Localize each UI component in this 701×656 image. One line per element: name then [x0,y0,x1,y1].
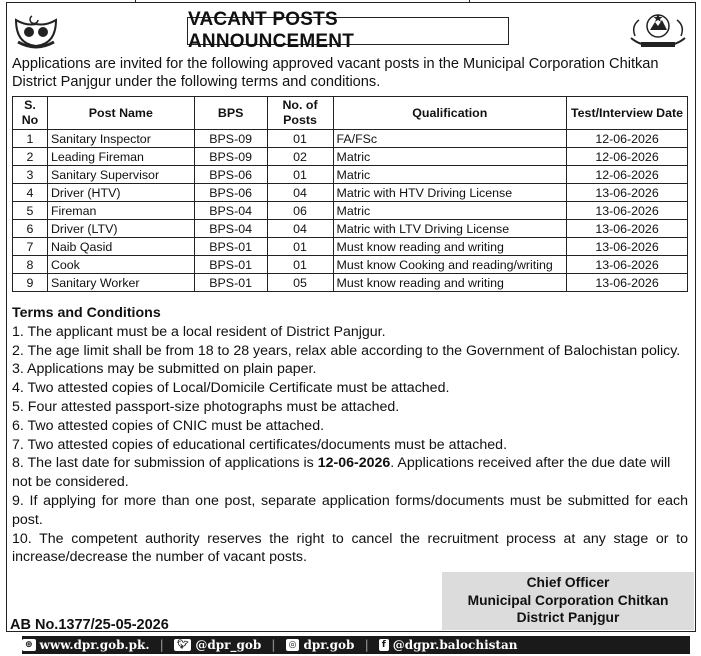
qual-cell: Must know Cooking and reading/writing [333,256,567,274]
date-cell: 12-06-2026 [567,130,688,148]
col-sno-header: S. No [13,97,48,130]
sno-cell: 4 [13,184,48,202]
num-cell: 01 [267,238,333,256]
post-cell: Cook [47,256,194,274]
table-row [13,130,688,148]
footer-web-link[interactable]: www.dpr.gob.pk. [39,638,150,652]
footer-web [22,638,150,652]
bps-cell: BPS-01 [194,274,267,292]
footer-separator: | [159,638,164,652]
emblem-left-icon [12,14,60,50]
sno-cell: 3 [13,166,48,184]
signature-block [442,572,694,630]
footer-instagram [286,638,355,652]
term-item-8-pre: 8. The last date for submission of applications is [12,455,318,472]
qual-cell: Must know reading and writing [333,238,567,256]
officer-title: Chief Officer [526,575,610,590]
table-row [13,238,688,256]
table-row [13,274,688,292]
num-cell: 01 [267,166,333,184]
intro-text: Applications are invited for the following approved vacant posts in the Municipal Corporation Chitkan District Panjgur under the following terms and conditions. [12,56,659,90]
qual-cell: Matric [333,148,567,166]
twitter-icon: 🐦︎ [174,639,191,651]
num-cell: 04 [267,184,333,202]
date-cell: 12-06-2026 [567,166,688,184]
qual-cell: Matric with LTV Driving License [333,220,567,238]
vacancy-table [12,96,688,292]
date-cell: 13-06-2026 [567,238,688,256]
last-date: 12-06-2026 [317,455,391,472]
post-cell: Fireman [47,202,194,220]
footer-twitter-link[interactable]: @dpr_gob [195,638,262,652]
table-row [13,184,688,202]
sno-cell: 6 [13,220,48,238]
emblem-right-icon [627,12,689,52]
footer-twitter [174,638,261,652]
col-post-header: Post Name [47,97,194,130]
num-cell: 01 [267,130,333,148]
post-cell: Sanitary Inspector [47,130,194,148]
col-date-header: Test/Interview Date [567,97,688,130]
top-connector [135,0,470,3]
qual-cell: FA/FSc [333,130,567,148]
num-cell: 02 [267,148,333,166]
footer-instagram-link[interactable]: dpr.gob [303,638,355,652]
bps-cell: BPS-01 [194,256,267,274]
qual-cell: Matric [333,166,567,184]
term-item: 7. Two attested copies of educational certificates/documents must be attached. [12,436,508,453]
bps-cell: BPS-04 [194,202,267,220]
term-item-8-post: . Applications received after the due date will not be considered. [12,455,671,491]
date-cell: 13-06-2026 [567,274,688,292]
facebook-icon: f [379,639,389,651]
term-item: 2. The age limit shall be from 18 to 28 years, relax able according to the Government of Balochistan policy. [12,342,681,359]
post-cell: Leading Fireman [47,148,194,166]
term-item-last-date [12,454,688,492]
bps-cell: BPS-04 [194,220,267,238]
col-num-header: No. of Posts [267,97,333,130]
sno-cell: 2 [13,148,48,166]
term-item: 1. The applicant must be a local resident of District Panjgur. [12,323,386,340]
footer-facebook [379,638,518,652]
num-cell: 06 [267,202,333,220]
date-cell: 12-06-2026 [567,148,688,166]
col-bps-header: BPS [194,97,267,130]
term-item: 6. Two attested copies of CNIC must be attached. [12,417,325,434]
footer-facebook-link[interactable]: @dgpr.balochistan [392,638,518,652]
term-item: 5. Four attested passport-size photographs must be attached. [12,398,400,415]
table-row [13,202,688,220]
term-item: 9. If applying for more than one post, separate application forms/documents must be submitted for each post. [12,492,688,528]
ab-number: AB No.1377/25-05-2026 [10,617,169,633]
globe-icon: ⊕ [22,639,36,651]
post-cell: Driver (LTV) [47,220,194,238]
sno-cell: 8 [13,256,48,274]
num-cell: 01 [267,256,333,274]
date-cell: 13-06-2026 [567,184,688,202]
officer-district: District Panjgur [516,610,620,625]
footer-separator: | [364,638,369,652]
bps-cell: BPS-01 [194,238,267,256]
bps-cell: BPS-09 [194,148,267,166]
sno-cell: 9 [13,274,48,292]
page-title: VACANT POSTS ANNOUNCEMENT [188,9,355,52]
term-item: 3. Applications may be submitted on plain paper. [12,361,317,378]
post-cell: Sanitary Supervisor [47,166,194,184]
sno-cell: 1 [13,130,48,148]
table-row [13,148,688,166]
footer-separator: | [271,638,276,652]
qual-cell: Matric with HTV Driving License [333,184,567,202]
bps-cell: BPS-06 [194,166,267,184]
instagram-icon: ◎ [286,639,300,651]
title-box [187,9,509,52]
date-cell: 13-06-2026 [567,220,688,238]
bps-cell: BPS-09 [194,130,267,148]
sno-cell: 7 [13,238,48,256]
qual-cell: Must know reading and writing [333,274,567,292]
table-row [13,166,688,184]
terms-section [12,304,688,567]
post-cell: Sanitary Worker [47,274,194,292]
table-row [13,256,688,274]
term-item: 10. The competent authority reserves the right to cancel the recruitment process at any stage or to increase/decrease the number of vacant posts. [12,530,688,566]
num-cell: 04 [267,220,333,238]
num-cell: 05 [267,274,333,292]
post-cell: Driver (HTV) [47,184,194,202]
date-cell: 13-06-2026 [567,256,688,274]
officer-office: Municipal Corporation Chitkan [467,592,669,608]
table-header-row [13,97,688,130]
col-qual-header: Qualification [333,97,567,130]
sno-cell: 5 [13,202,48,220]
table-row [13,220,688,238]
bps-cell: BPS-06 [194,184,267,202]
term-item: 4. Two attested copies of Local/Domicile Certificate must be attached. [12,380,450,397]
qual-cell: Matric [333,202,567,220]
date-cell: 13-06-2026 [567,202,688,220]
footer-bar [22,636,690,654]
terms-heading: Terms and Conditions [12,305,161,321]
post-cell: Naib Qasid [47,238,194,256]
